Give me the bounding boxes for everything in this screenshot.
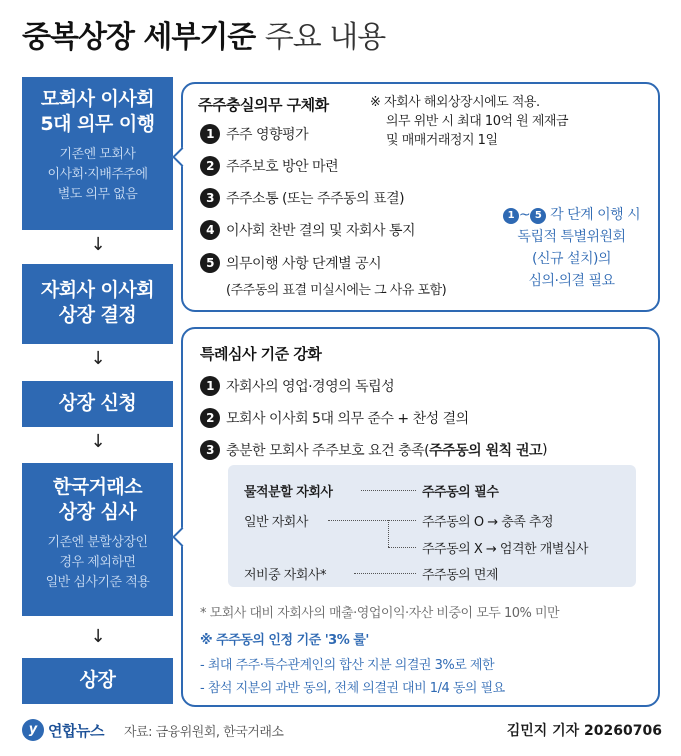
flow-step-listing bbox=[22, 658, 173, 704]
number-badge-icon: 1 bbox=[503, 208, 519, 224]
table-header-right: 주주동의 필수 bbox=[422, 485, 499, 500]
credit-text: 김민지 기자 20260706 bbox=[506, 723, 662, 739]
flow-step-application bbox=[22, 381, 173, 427]
review-item bbox=[200, 440, 547, 460]
flow-step-parent-board bbox=[22, 77, 173, 230]
table-connector bbox=[354, 573, 416, 574]
flow-step-head: 모회사 이사회 bbox=[40, 88, 155, 110]
flow-step-head: 한국거래소 bbox=[52, 476, 143, 498]
title-sub: 주요 내용 bbox=[264, 20, 386, 55]
flow-step-child-board bbox=[22, 264, 173, 344]
duty-item bbox=[200, 124, 308, 144]
number-badge-icon: 2 bbox=[200, 408, 220, 428]
review-item-bold: 주주동의 원칙 권고 bbox=[429, 443, 543, 459]
duty-item-text: 이사회 찬반 결의 및 자회사 통지 bbox=[226, 223, 416, 239]
duty-item-text: 주주 영향평가 bbox=[226, 127, 309, 143]
table-connector bbox=[328, 520, 388, 521]
duty-item bbox=[200, 220, 415, 240]
flow-step-desc: 별도 의무 없음 bbox=[57, 187, 138, 202]
duty-note-line: 및 매매거래정지 1일 bbox=[386, 133, 498, 148]
flow-step-head: 5대 의무 이행 bbox=[40, 113, 155, 135]
yonhap-logo-text: 연합뉴스 bbox=[48, 721, 104, 740]
yonhap-logo bbox=[22, 719, 104, 741]
table-row-value: 주주동의 O → 충족 추정 bbox=[422, 515, 554, 530]
review-item-text: 충분한 모회사 주주보호 요건 충족( bbox=[226, 443, 430, 459]
duty-item-text: 의무이행 사항 단계별 공시 bbox=[226, 256, 382, 272]
review-item bbox=[200, 376, 394, 396]
rule-heading: ※ 주주동의 인정 기준 '3% 룰' bbox=[200, 633, 369, 648]
flow-step-desc: 기존엔 분할상장인 bbox=[47, 535, 148, 550]
flow-step-head: 자회사 이사회 bbox=[40, 279, 155, 301]
review-item bbox=[200, 408, 469, 428]
duty-item-text: 주주보호 방안 마련 bbox=[226, 159, 339, 175]
source-text: 자료: 금융위원회, 한국거래소 bbox=[124, 725, 284, 740]
committee-note-line: 각 단계 이행 시 bbox=[550, 207, 641, 223]
review-item-text: 모회사 이사회 5대 의무 준수 + 찬성 결의 bbox=[226, 411, 469, 427]
title-main: 중복상장 세부기준 bbox=[22, 20, 256, 55]
flow-step-head: 상장 신청 bbox=[58, 392, 137, 414]
rule-line: - 참석 지분의 과반 동의, 전체 의결권 대비 1/4 동의 필요 bbox=[200, 681, 505, 696]
footer bbox=[22, 717, 662, 743]
down-arrow-icon: ↓ bbox=[90, 431, 106, 452]
down-arrow-icon: ↓ bbox=[90, 234, 106, 255]
table-row-value: 주주동의 면제 bbox=[422, 568, 498, 583]
committee-note-line: 독립적 특별위원회 bbox=[517, 229, 626, 245]
review-item-text: 자회사의 영업·경영의 독립성 bbox=[226, 379, 395, 395]
review-item-text-end: ) bbox=[542, 442, 548, 458]
table-row-label: 일반 자회사 bbox=[244, 515, 308, 530]
down-arrow-icon: ↓ bbox=[90, 626, 106, 647]
duty-item bbox=[200, 188, 404, 208]
table-header-left: 물적분할 자회사 bbox=[244, 485, 333, 500]
duty-item-text: 주주소통 (또는 주주동의 표결) bbox=[226, 191, 405, 207]
number-badge-icon: 1 bbox=[200, 376, 220, 396]
table-row-value: 주주동의 X → 엄격한 개별심사 bbox=[422, 542, 588, 557]
yonhap-logo-icon: y bbox=[22, 719, 44, 741]
flow-step-head: 상장 결정 bbox=[58, 304, 137, 326]
number-badge-icon: 3 bbox=[200, 440, 220, 460]
flow-step-desc: 경우 제외하면 bbox=[59, 555, 136, 570]
number-badge-icon: 5 bbox=[530, 208, 546, 224]
duty-item bbox=[200, 156, 338, 176]
range-tilde: ~ bbox=[518, 207, 531, 223]
duty-note-line: ※ 자회사 해외상장시에도 적용. bbox=[370, 95, 540, 110]
table-connector bbox=[361, 490, 416, 491]
flow-step-krx-review bbox=[22, 463, 173, 616]
number-badge-icon: 2 bbox=[200, 156, 220, 176]
number-badge-icon: 1 bbox=[200, 124, 220, 144]
number-badge-icon: 4 bbox=[200, 220, 220, 240]
table-connector bbox=[388, 547, 416, 548]
committee-note-line: (신규 설치)의 bbox=[532, 251, 611, 267]
flow-step-desc: 일반 심사기준 적용 bbox=[45, 575, 150, 590]
table-connector bbox=[388, 520, 416, 521]
committee-note bbox=[489, 204, 654, 292]
footnote: * 모회사 대비 자회사의 매출·영업이익·자산 비중이 모두 10% 미만 bbox=[200, 606, 560, 621]
review-box-title: 특례심사 기준 강화 bbox=[200, 345, 322, 363]
flow-step-desc: 이사회·지배주주에 bbox=[47, 167, 148, 182]
subsidiary-table bbox=[228, 465, 636, 587]
down-arrow-icon: ↓ bbox=[90, 348, 106, 369]
duty-item bbox=[200, 253, 381, 273]
number-badge-icon: 5 bbox=[200, 253, 220, 273]
duty-item-subtext: (주주동의 표결 미실시에는 그 사유 포함) bbox=[226, 283, 447, 298]
page-title bbox=[22, 12, 385, 56]
committee-note-line: 심의·의결 필요 bbox=[528, 273, 615, 289]
flow-step-desc: 기존엔 모회사 bbox=[59, 147, 136, 162]
flow-step-head: 상장 심사 bbox=[58, 501, 137, 523]
table-row-label: 저비중 자회사* bbox=[244, 568, 326, 583]
rule-line: - 최대 주주·특수관계인의 합산 지분 의결권 3%로 제한 bbox=[200, 658, 495, 673]
flow-step-head: 상장 bbox=[79, 669, 116, 691]
number-badge-icon: 3 bbox=[200, 188, 220, 208]
duty-box-title: 주주충실의무 구체화 bbox=[198, 96, 329, 114]
duty-note-line: 의무 위반 시 최대 10억 원 제재금 bbox=[386, 114, 569, 129]
table-connector bbox=[388, 520, 389, 547]
